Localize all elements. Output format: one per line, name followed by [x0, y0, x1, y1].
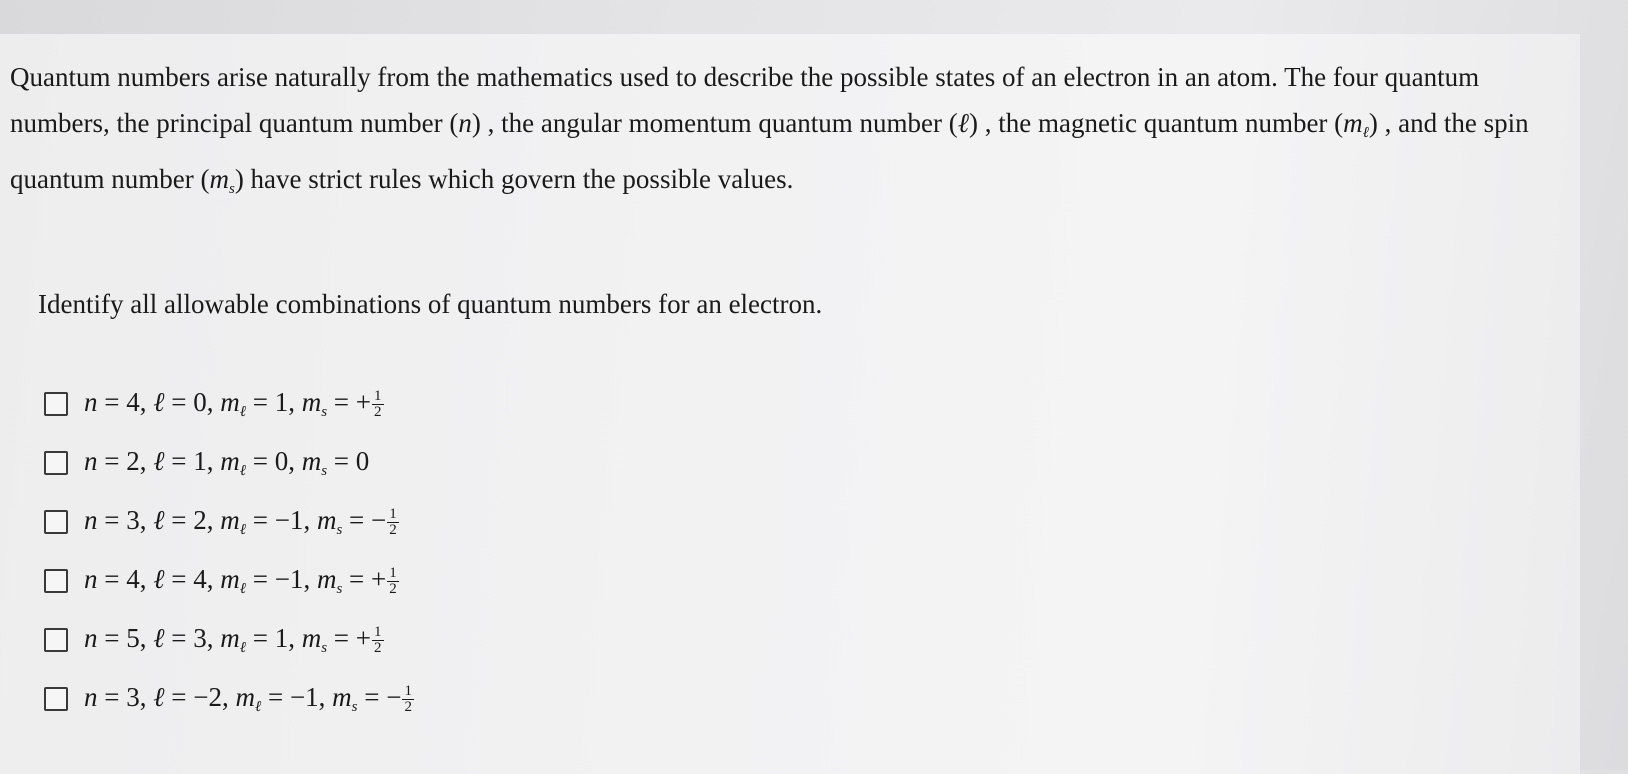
ms-sign: + — [355, 386, 372, 417]
ml-value: −1 — [274, 563, 304, 594]
ms-symbol: m — [316, 504, 337, 535]
intro-text-2: ) , the angular momentum quantum number ( — [471, 108, 958, 138]
intro-text-5: ) have strict rules which govern the possible values. — [234, 164, 794, 194]
ml-subscript: ℓ — [239, 403, 246, 420]
symbol-l: ℓ — [957, 108, 970, 138]
ml-value: 0 — [274, 445, 289, 476]
n-symbol: n — [84, 681, 98, 712]
ms-denominator: 2 — [374, 639, 382, 656]
ml-symbol: m — [235, 681, 255, 712]
ms-numerator: 1 — [374, 387, 382, 404]
option-checkbox[interactable] — [44, 510, 68, 534]
ml-subscript: ℓ — [254, 698, 262, 715]
l-symbol: ℓ — [153, 681, 165, 712]
symbol-ml: m — [1343, 108, 1363, 138]
n-symbol: n — [84, 386, 98, 417]
l-symbol: ℓ — [153, 504, 165, 535]
l-value: 4 — [193, 563, 207, 594]
n-symbol: n — [84, 563, 98, 594]
answer-option[interactable] — [44, 374, 414, 433]
l-value: 1 — [193, 445, 207, 476]
option-expression: n = 2, ℓ = 1, $m_\ell = 0$, $m_s = 0$ — [84, 445, 370, 479]
intro-text-3: ) , the magnetic quantum number ( — [969, 108, 1344, 138]
n-symbol: n — [84, 622, 98, 653]
n-value: 5 — [126, 622, 140, 653]
ms-numerator: 1 — [404, 682, 412, 699]
ml-subscript: ℓ — [239, 462, 246, 479]
option-checkbox[interactable] — [44, 628, 68, 652]
ms-numerator: 1 — [389, 564, 397, 581]
l-symbol: ℓ — [153, 445, 165, 476]
ml-value: −1 — [274, 504, 304, 535]
ml-value: −1 — [289, 681, 319, 712]
option-checkbox[interactable] — [44, 569, 68, 593]
l-value: 2 — [193, 504, 207, 535]
option-checkbox[interactable] — [44, 687, 68, 711]
option-expression: n = 4, ℓ = 4, $m_\ell = -1$, $m_s$ = + $\frac{1}{2}$ — [84, 563, 397, 597]
ms-numerator: 1 — [389, 505, 397, 522]
l-symbol: ℓ — [153, 386, 165, 417]
ml-symbol: m — [220, 563, 240, 594]
ms-sign: − — [386, 681, 402, 712]
ms-subscript: s — [351, 698, 358, 715]
ml-value: 1 — [274, 386, 289, 417]
l-symbol: ℓ — [153, 622, 165, 653]
ms-fraction — [372, 625, 384, 656]
n-value: 3 — [126, 504, 140, 535]
answer-option[interactable] — [44, 492, 414, 551]
ml-symbol: m — [220, 386, 240, 417]
option-checkbox[interactable] — [44, 392, 68, 416]
l-value: −2 — [193, 681, 222, 712]
n-symbol: n — [84, 504, 98, 535]
symbol-ms-subscript: s — [228, 181, 235, 197]
symbol-n: n — [458, 108, 472, 138]
ml-subscript: ℓ — [239, 521, 246, 538]
ml-subscript: ℓ — [239, 639, 246, 656]
ms-symbol: m — [301, 386, 322, 417]
option-expression: n = 4, ℓ = 0, $m_\ell = 1$, $m_s$ = + $\frac{1}{2}$ — [84, 386, 382, 420]
ms-value: 0 — [355, 445, 370, 476]
ms-denominator: 2 — [404, 698, 412, 715]
ms-symbol: m — [301, 445, 322, 476]
option-expression: n = 5, ℓ = 3, $m_\ell = 1$, $m_s$ = + $\frac{1}{2}$ — [84, 622, 382, 656]
l-value: 0 — [193, 386, 207, 417]
l-symbol: ℓ — [153, 563, 165, 594]
ms-numerator: 1 — [374, 623, 382, 640]
symbol-ms: m — [209, 164, 229, 194]
option-checkbox[interactable] — [44, 451, 68, 475]
ms-subscript: s — [321, 639, 328, 656]
n-value: 4 — [126, 563, 140, 594]
ms-sign: − — [371, 504, 387, 535]
ms-denominator: 2 — [389, 580, 397, 597]
ms-subscript: s — [336, 580, 343, 597]
ms-fraction — [387, 507, 399, 538]
ml-value: 1 — [274, 622, 289, 653]
option-expression: n = 3, ℓ = 2, $m_\ell = -1$, $m_s$ = − $\frac{1}{2}$ — [84, 504, 397, 538]
ms-subscript: s — [321, 403, 328, 420]
ms-subscript: s — [321, 462, 328, 479]
answer-option[interactable] — [44, 610, 414, 669]
ml-symbol: m — [220, 445, 240, 476]
answer-option[interactable] — [44, 433, 414, 492]
answer-option[interactable] — [44, 551, 414, 610]
intro-text-1: Quantum numbers arise naturally from the mathematics used to describe the possible states of an electron in an atom. The four quantum numbers, the principal quantum number ( — [10, 62, 1480, 138]
ms-sign: + — [355, 622, 372, 653]
ms-subscript: s — [336, 521, 343, 538]
l-value: 3 — [193, 622, 207, 653]
symbol-ml-subscript: ℓ — [1362, 125, 1369, 141]
ms-denominator: 2 — [374, 403, 382, 420]
n-value: 2 — [126, 445, 140, 476]
option-expression: n = 3, ℓ = −2, $m_\ell = -1$, $m_s$ = − $\frac{1}{2}$ — [84, 681, 412, 715]
ms-symbol: m — [332, 681, 352, 712]
ms-denominator: 2 — [389, 521, 397, 538]
ml-subscript: ℓ — [239, 580, 246, 597]
intro-paragraph — [10, 54, 1570, 212]
ml-symbol: m — [220, 622, 240, 653]
ms-fraction — [372, 389, 384, 420]
ms-fraction — [402, 684, 414, 715]
ms-fraction — [387, 566, 399, 597]
question-page — [0, 34, 1580, 774]
n-symbol: n — [84, 445, 98, 476]
question-prompt: Identify all allowable combinations of quantum numbers for an electron. — [38, 289, 823, 319]
n-value: 4 — [126, 386, 140, 417]
ms-symbol: m — [316, 563, 337, 594]
n-value: 3 — [126, 681, 140, 712]
ml-symbol: m — [220, 504, 240, 535]
answer-option[interactable] — [44, 669, 414, 728]
answer-options-list — [44, 374, 414, 728]
ms-sign: + — [371, 563, 387, 594]
intro-text-4: ) , and the spin quantum number ( — [10, 108, 1529, 194]
ms-symbol: m — [301, 622, 322, 653]
